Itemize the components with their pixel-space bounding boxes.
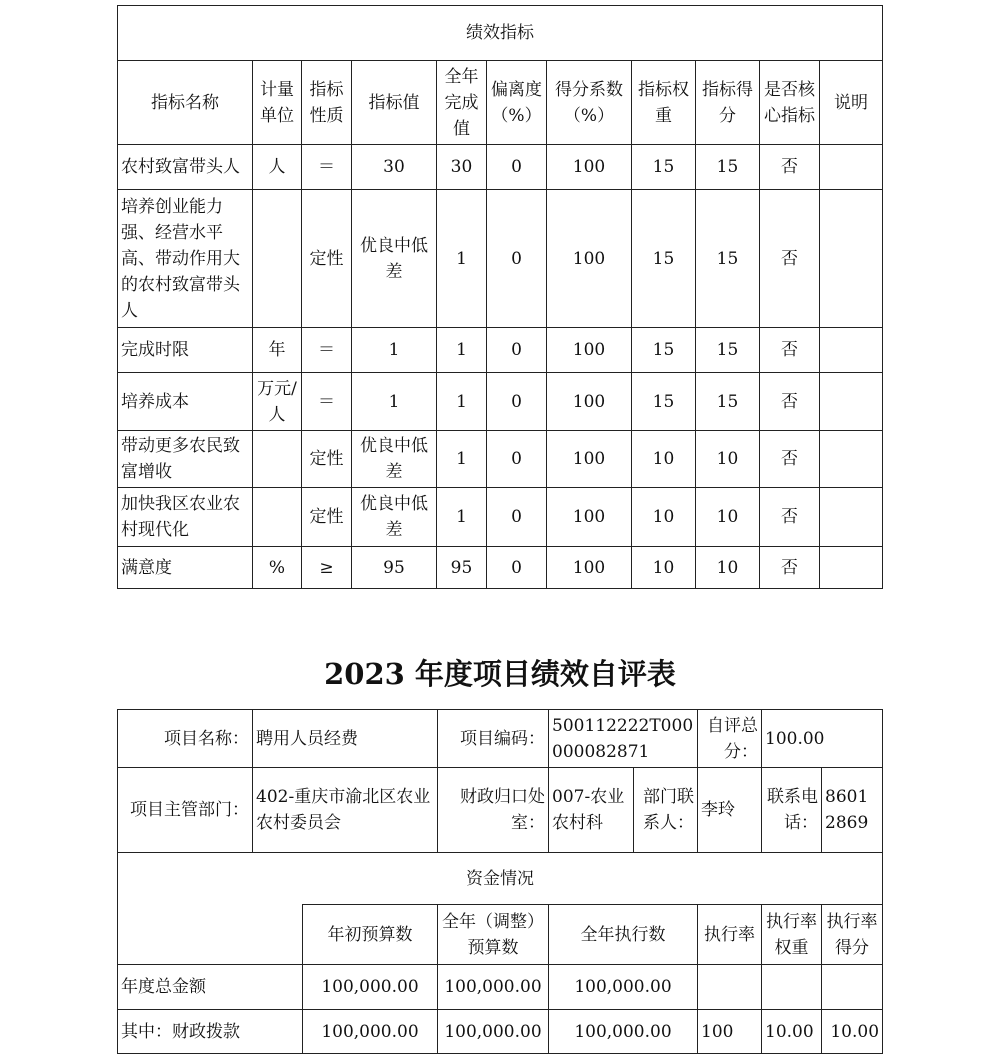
cell-score: 10 — [696, 431, 760, 488]
cell-coefficient: 100 — [547, 488, 632, 547]
cell-actual: 1 — [437, 190, 487, 328]
cell-nature: ≥ — [302, 547, 352, 589]
cell-deviation: 0 — [487, 431, 547, 488]
header-rate-weight: 执行率权重 — [762, 905, 822, 965]
cell-weight: 10 — [632, 431, 696, 488]
cell-weight: 15 — [632, 373, 696, 431]
cell-deviation: 0 — [487, 547, 547, 589]
header-score-coefficient: 得分系数（%） — [547, 61, 632, 145]
cell-note — [820, 373, 883, 431]
cell-name: 完成时限 — [118, 328, 253, 373]
cell-adjusted-budget: 100,000.00 — [438, 1010, 549, 1054]
table-row — [118, 328, 883, 373]
cell-coefficient: 100 — [547, 145, 632, 190]
cell-note — [820, 190, 883, 328]
header-execution-rate: 执行率 — [698, 905, 762, 965]
cell-actual: 30 — [437, 145, 487, 190]
funds-section-title: 资金情况 — [118, 853, 883, 905]
cell-score: 15 — [696, 190, 760, 328]
cell-name: 带动更多农民致富增收 — [118, 431, 253, 488]
cell-target: 优良中低差 — [352, 431, 437, 488]
project-code-label: 项目编码： — [438, 710, 549, 768]
cell-note — [820, 145, 883, 190]
table-row — [118, 488, 883, 547]
cell-rate-weight — [762, 965, 822, 1010]
header-nature: 指标性质 — [302, 61, 352, 145]
cell-rate-score: 10.00 — [822, 1010, 883, 1054]
header-indicator-name: 指标名称 — [118, 61, 253, 145]
header-is-core: 是否核心指标 — [760, 61, 820, 145]
cell-initial-budget: 100,000.00 — [303, 965, 438, 1010]
cell-target: 30 — [352, 145, 437, 190]
table-row — [118, 190, 883, 328]
cell-core: 否 — [760, 190, 820, 328]
cell-weight: 15 — [632, 145, 696, 190]
cell-actual: 1 — [437, 328, 487, 373]
project-name-label: 项目名称： — [118, 710, 253, 768]
table-row — [118, 547, 883, 589]
cell-weight: 10 — [632, 488, 696, 547]
cell-note — [820, 547, 883, 589]
indicators-section-title: 绩效指标 — [118, 6, 883, 61]
cell-weight: 15 — [632, 190, 696, 328]
project-code-value: 500112222T000000082871 — [549, 710, 698, 768]
header-target-value: 指标值 — [352, 61, 437, 145]
cell-unit: 万元/人 — [253, 373, 302, 431]
table-row — [118, 965, 883, 1010]
finance-office-value: 007-农业农村科 — [549, 768, 634, 853]
cell-name: 满意度 — [118, 547, 253, 589]
cell-nature: ＝ — [302, 328, 352, 373]
cell-unit — [253, 190, 302, 328]
project-self-evaluation-table — [117, 709, 883, 1054]
performance-indicators-table — [117, 5, 883, 589]
cell-coefficient: 100 — [547, 431, 632, 488]
cell-initial-budget: 100,000.00 — [303, 1010, 438, 1054]
cell-score: 10 — [696, 547, 760, 589]
dept-value: 402-重庆市渝北区农业农村委员会 — [253, 768, 438, 853]
cell-note — [820, 328, 883, 373]
table-row — [118, 431, 883, 488]
cell-name: 加快我区农业农村现代化 — [118, 488, 253, 547]
header-note: 说明 — [820, 61, 883, 145]
cell-target: 1 — [352, 328, 437, 373]
cell-core: 否 — [760, 547, 820, 589]
funds-header-row — [118, 905, 883, 965]
cell-unit: 年 — [253, 328, 302, 373]
cell-actual: 1 — [437, 373, 487, 431]
cell-target: 95 — [352, 547, 437, 589]
header-unit: 计量单位 — [253, 61, 302, 145]
cell-target: 1 — [352, 373, 437, 431]
cell-core: 否 — [760, 488, 820, 547]
project-info-row — [118, 710, 883, 768]
cell-rate-score — [822, 965, 883, 1010]
funds-row-label: 其中：财政拨款 — [118, 1010, 303, 1054]
funds-row-label: 年度总金额 — [118, 965, 303, 1010]
indicators-header-row — [118, 61, 883, 145]
cell-nature: 定性 — [302, 488, 352, 547]
cell-rate-weight: 10.00 — [762, 1010, 822, 1054]
cell-weight: 10 — [632, 547, 696, 589]
cell-execution-rate: 100 — [698, 1010, 762, 1054]
cell-actual: 1 — [437, 431, 487, 488]
cell-deviation: 0 — [487, 488, 547, 547]
cell-name: 培养成本 — [118, 373, 253, 431]
header-deviation: 偏离度（%） — [487, 61, 547, 145]
contact-label: 部门联系人： — [634, 768, 698, 853]
cell-score: 15 — [696, 328, 760, 373]
cell-score: 10 — [696, 488, 760, 547]
cell-note — [820, 488, 883, 547]
cell-deviation: 0 — [487, 328, 547, 373]
table-row — [118, 1010, 883, 1054]
cell-coefficient: 100 — [547, 190, 632, 328]
cell-unit — [253, 488, 302, 547]
cell-target: 优良中低差 — [352, 190, 437, 328]
header-adjusted-budget: 全年（调整）预算数 — [438, 905, 549, 965]
table-row — [118, 373, 883, 431]
header-initial-budget: 年初预算数 — [303, 905, 438, 965]
cell-nature: 定性 — [302, 190, 352, 328]
self-score-label: 自评总分： — [698, 710, 762, 768]
cell-adjusted-budget: 100,000.00 — [438, 965, 549, 1010]
cell-nature: 定性 — [302, 431, 352, 488]
cell-nature: ＝ — [302, 373, 352, 431]
cell-deviation: 0 — [487, 373, 547, 431]
cell-actual: 95 — [437, 547, 487, 589]
header-rate-score: 执行率得分 — [822, 905, 883, 965]
header-actual-value: 全年完成值 — [437, 61, 487, 145]
cell-name: 农村致富带头人 — [118, 145, 253, 190]
cell-score: 15 — [696, 145, 760, 190]
project-name-value: 聘用人员经费 — [253, 710, 438, 768]
cell-coefficient: 100 — [547, 328, 632, 373]
cell-coefficient: 100 — [547, 373, 632, 431]
form-title: 2023 年度项目绩效自评表 — [324, 657, 676, 691]
contact-value: 李玲 — [698, 768, 762, 853]
cell-core: 否 — [760, 373, 820, 431]
header-weight: 指标权重 — [632, 61, 696, 145]
cell-unit — [253, 431, 302, 488]
cell-actual-spend: 100,000.00 — [549, 965, 698, 1010]
funds-header-blank — [118, 905, 303, 965]
cell-unit: % — [253, 547, 302, 589]
cell-core: 否 — [760, 431, 820, 488]
dept-label: 项目主管部门： — [118, 768, 253, 853]
cell-note — [820, 431, 883, 488]
cell-actual: 1 — [437, 488, 487, 547]
cell-deviation: 0 — [487, 145, 547, 190]
cell-actual-spend: 100,000.00 — [549, 1010, 698, 1054]
header-actual-spend: 全年执行数 — [549, 905, 698, 965]
header-score: 指标得分 — [696, 61, 760, 145]
table-row — [118, 145, 883, 190]
cell-core: 否 — [760, 145, 820, 190]
cell-target: 优良中低差 — [352, 488, 437, 547]
cell-weight: 15 — [632, 328, 696, 373]
cell-execution-rate — [698, 965, 762, 1010]
cell-core: 否 — [760, 328, 820, 373]
cell-name: 培养创业能力强、经营水平高、带动作用大的农村致富带头人 — [118, 190, 253, 328]
cell-deviation: 0 — [487, 190, 547, 328]
cell-score: 15 — [696, 373, 760, 431]
self-score-value: 100.00 — [762, 710, 883, 768]
phone-value: 86012869 — [822, 768, 883, 853]
cell-unit: 人 — [253, 145, 302, 190]
finance-office-label: 财政归口处室： — [438, 768, 549, 853]
cell-nature: ＝ — [302, 145, 352, 190]
phone-label: 联系电话： — [762, 768, 822, 853]
project-dept-row — [118, 768, 883, 853]
cell-coefficient: 100 — [547, 547, 632, 589]
